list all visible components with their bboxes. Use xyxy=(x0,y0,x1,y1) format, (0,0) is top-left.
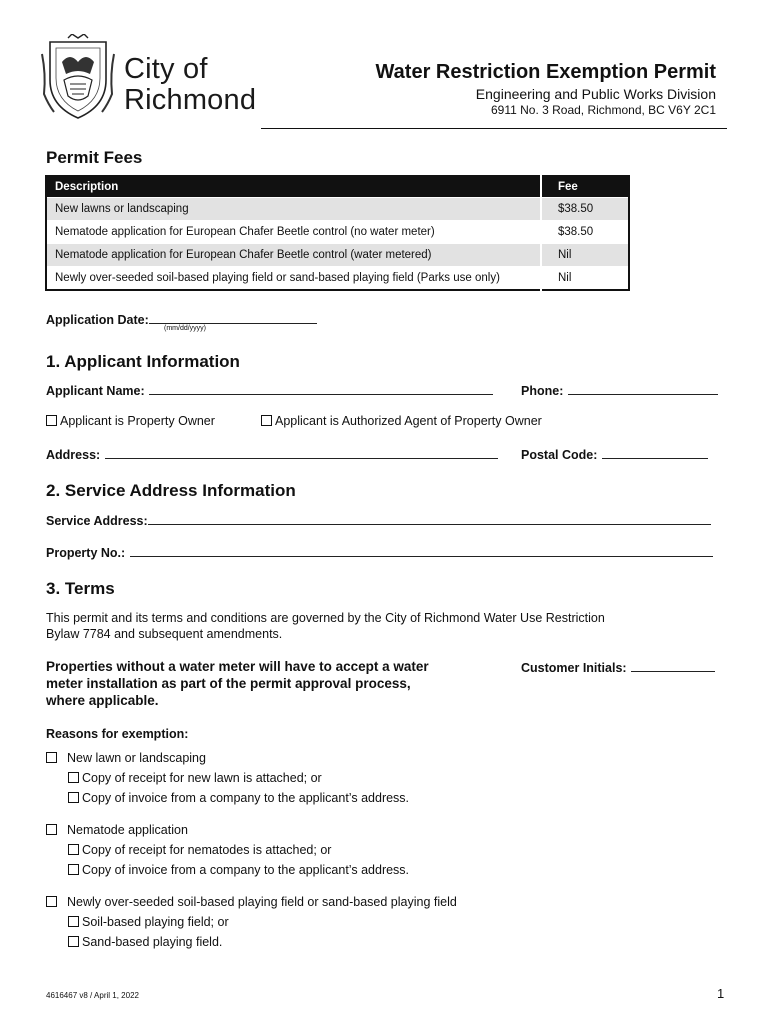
table-row xyxy=(46,244,629,267)
applicant-section-title: 1. Applicant Information xyxy=(46,352,240,371)
owner-checkbox[interactable] xyxy=(46,415,57,426)
table-header-row xyxy=(46,176,629,198)
owner-option-label: Applicant is Property Owner xyxy=(60,414,215,428)
address-field[interactable] xyxy=(105,446,498,459)
column-header-description: Description xyxy=(46,176,541,198)
fee-amount: $38.50 xyxy=(541,198,629,221)
postal-code-field[interactable] xyxy=(602,446,708,459)
fee-description: New lawns or landscaping xyxy=(46,198,541,221)
reason-sub-label: Copy of invoice from a company to the applicant’s address. xyxy=(82,863,410,877)
meter-notice-line-1: Properties without a water meter will have to accept a water xyxy=(46,659,429,674)
applicant-name-field[interactable] xyxy=(149,382,493,395)
page-number: 1 xyxy=(717,986,725,1001)
reason-sub-checkbox[interactable] xyxy=(68,844,79,855)
reason-option[interactable] xyxy=(46,751,206,765)
application-date-field[interactable] xyxy=(149,311,317,324)
reason-checkbox[interactable] xyxy=(46,752,57,763)
fee-amount: Nil xyxy=(541,244,629,267)
permit-fees-table xyxy=(45,175,630,291)
phone-row xyxy=(521,382,718,400)
reason-option[interactable] xyxy=(46,823,188,837)
reason-sub-option[interactable] xyxy=(68,843,331,857)
agent-option[interactable] xyxy=(261,414,542,428)
service-section-title: 2. Service Address Information xyxy=(46,481,296,500)
fee-amount: Nil xyxy=(541,267,629,291)
reason-checkbox[interactable] xyxy=(46,824,57,835)
meter-notice-line-2: meter installation as part of the permit approval process, xyxy=(46,676,411,691)
application-date-label: Application Date: xyxy=(46,313,149,327)
logo-line-1: City of xyxy=(124,53,208,85)
service-address-label: Service Address: xyxy=(46,514,148,528)
terms-paragraph xyxy=(46,610,605,642)
reason-sub-checkbox[interactable] xyxy=(68,792,79,803)
reason-sub-label: Copy of invoice from a company to the applicant’s address. xyxy=(82,791,410,805)
reason-sub-checkbox[interactable] xyxy=(68,864,79,875)
owner-option[interactable] xyxy=(46,414,215,428)
address-row xyxy=(46,446,498,464)
postal-code-label: Postal Code: xyxy=(521,448,598,462)
customer-initials-label: Customer Initials: xyxy=(521,661,627,675)
service-address-row xyxy=(46,512,711,530)
service-address-field[interactable] xyxy=(148,512,711,525)
document-id: 4616467 v8 / April 1, 2022 xyxy=(46,991,139,1000)
reason-sub-label: Sand-based playing field. xyxy=(82,935,223,949)
form-title: Water Restriction Exemption Permit xyxy=(375,61,716,83)
phone-label: Phone: xyxy=(521,384,564,398)
logo-line-2: Richmond xyxy=(124,84,257,116)
address-label: Address: xyxy=(46,448,101,462)
property-number-field[interactable] xyxy=(130,544,713,557)
terms-section-title: 3. Terms xyxy=(46,579,115,598)
column-header-fee: Fee xyxy=(541,176,629,198)
fee-description: Nematode application for European Chafer Beetle control (water metered) xyxy=(46,244,541,267)
reasons-title: Reasons for exemption: xyxy=(46,727,189,741)
reason-sub-label: Copy of receipt for new lawn is attached; or xyxy=(82,771,322,785)
division-address: 6911 No. 3 Road, Richmond, BC V6Y 2C1 xyxy=(490,103,716,117)
postal-code-row xyxy=(521,446,708,464)
city-logo-wordmark xyxy=(124,54,256,116)
property-number-label: Property No.: xyxy=(46,546,126,560)
phone-field[interactable] xyxy=(568,382,718,395)
reason-sub-label: Copy of receipt for nematodes is attached; or xyxy=(82,843,332,857)
terms-line-1: This permit and its terms and conditions are governed by the City of Richmond Water Use Restriction xyxy=(46,611,605,625)
table-row xyxy=(46,221,629,244)
property-number-row xyxy=(46,544,713,562)
reason-label: Nematode application xyxy=(67,823,188,837)
table-row xyxy=(46,267,629,291)
fee-amount: $38.50 xyxy=(541,221,629,244)
division-name: Engineering and Public Works Division xyxy=(475,86,716,102)
table-row xyxy=(46,198,629,221)
reason-sub-option[interactable] xyxy=(68,791,409,805)
reason-sub-option[interactable] xyxy=(68,771,322,785)
reason-label: Newly over-seeded soil-based playing field or sand-based playing field xyxy=(67,895,457,909)
reason-sub-option[interactable] xyxy=(68,915,229,929)
meter-notice-line-3: where applicable. xyxy=(46,693,159,708)
reason-sub-checkbox[interactable] xyxy=(68,916,79,927)
applicant-name-row xyxy=(46,382,493,400)
city-crest-logo xyxy=(40,34,116,122)
reason-sub-label: Soil-based playing field; or xyxy=(82,915,229,929)
agent-checkbox[interactable] xyxy=(261,415,272,426)
reason-sub-checkbox[interactable] xyxy=(68,936,79,947)
reason-checkbox[interactable] xyxy=(46,896,57,907)
header-divider xyxy=(261,128,727,129)
customer-initials-field[interactable] xyxy=(631,659,715,672)
reason-sub-option[interactable] xyxy=(68,935,222,949)
terms-line-2: Bylaw 7784 and subsequent amendments. xyxy=(46,627,283,641)
meter-notice xyxy=(46,658,429,709)
reason-sub-option[interactable] xyxy=(68,863,409,877)
reason-label: New lawn or landscaping xyxy=(67,751,206,765)
fee-description: Nematode application for European Chafer Beetle control (no water meter) xyxy=(46,221,541,244)
fee-description: Newly over-seeded soil-based playing field or sand-based playing field (Parks use only) xyxy=(46,267,541,291)
agent-option-label: Applicant is Authorized Agent of Property Owner xyxy=(275,414,542,428)
application-date-hint: (mm/dd/yyyy) xyxy=(164,325,206,332)
applicant-name-label: Applicant Name: xyxy=(46,384,145,398)
reason-option[interactable] xyxy=(46,895,457,909)
customer-initials-row xyxy=(521,659,715,677)
permit-fees-title: Permit Fees xyxy=(46,148,143,167)
reason-sub-checkbox[interactable] xyxy=(68,772,79,783)
